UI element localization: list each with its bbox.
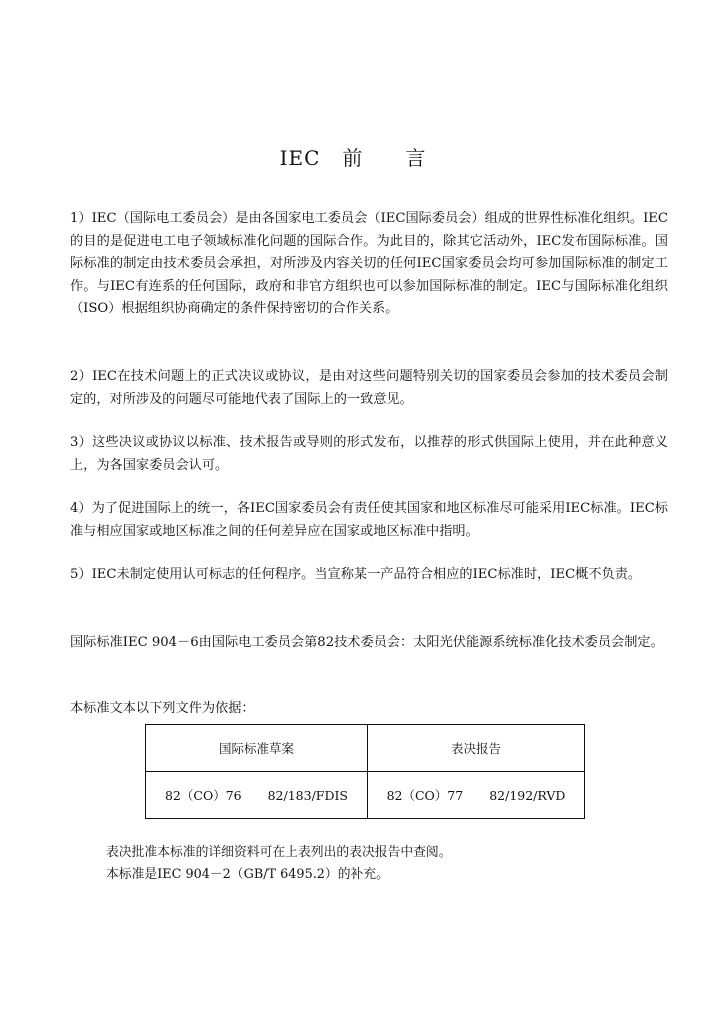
draft-ref-b: 82/183/FDIS bbox=[267, 788, 348, 803]
paragraph-3: 3）这些决议或协议以标准、技术报告或导则的形式发布，以推荐的形式供国际上使用，并在此种意义上，为各国家委员会认可。 bbox=[70, 435, 668, 473]
note-2: 本标准是IEC 904－2（GB/T 6495.2）的补充。 bbox=[106, 867, 389, 882]
draft-ref-a: 82（CO）76 bbox=[164, 788, 242, 803]
page-title bbox=[0, 142, 706, 171]
paragraph-4: 4）为了促进国际上的统一，各IEC国家委员会有责任使其国家和地区标准尽可能采用IEC标准。IEC标准与相应国家或地区标准之间的任何差异应在国家或地区标准中指明。 bbox=[70, 501, 668, 539]
paragraph-1: 1）IEC（国际电工委员会）是由各国家电工委员会（IEC国际委员会）组成的世界性标准化组织。IEC的目的是促进电工电子领域标准化问题的国际合作。为此目的，除其它活动外，IEC发布国际标准。国际标准的制定由技术委员会承担，对所涉及内容关切的任何IEC国家委员会均可参加国际标准的制定工作。与IEC有连系的任何国际，政府和非官方组织也可以参加国际标准的制定。IEC与国际标准化组织（ISO）根据组织协商确定的条件保持密切的合作关系。 bbox=[70, 211, 668, 316]
title-char-2: 言 bbox=[405, 146, 427, 170]
vote-ref-b: 82/192/RVD bbox=[489, 788, 566, 803]
table-row bbox=[146, 772, 585, 819]
header-vote-report: 表决报告 bbox=[367, 725, 584, 772]
paragraph-5: 5）IEC未制定使用认可标志的任何程序。当宣称某一产品符合相应的IEC标准时，IEC概不负责。 bbox=[70, 567, 642, 582]
basis-text: 本标准文本以下列文件为依据： bbox=[70, 701, 255, 716]
note-1: 表决批准本标准的详细资料可在上表列出的表决报告中查阅。 bbox=[106, 845, 452, 860]
document-reference-table bbox=[145, 724, 585, 819]
title-iec: IEC bbox=[279, 146, 321, 170]
vote-ref-a: 82（CO）77 bbox=[386, 788, 464, 803]
cell-vote-report bbox=[367, 772, 584, 819]
title-char-1: 前 bbox=[342, 146, 364, 170]
table-header-row bbox=[146, 725, 585, 772]
paragraph-6: 国际标准IEC 904－6由国际电工委员会第82技术委员会：太阳光伏能源系统标准化技术委员会制定。 bbox=[70, 635, 664, 650]
cell-draft bbox=[146, 772, 368, 819]
header-draft: 国际标准草案 bbox=[146, 725, 368, 772]
paragraph-2: 2）IEC在技术问题上的正式决议或协议，是由对这些问题特别关切的国家委员会参加的技术委员会制定的，对所涉及的问题尽可能地代表了国际上的一致意见。 bbox=[70, 369, 668, 407]
